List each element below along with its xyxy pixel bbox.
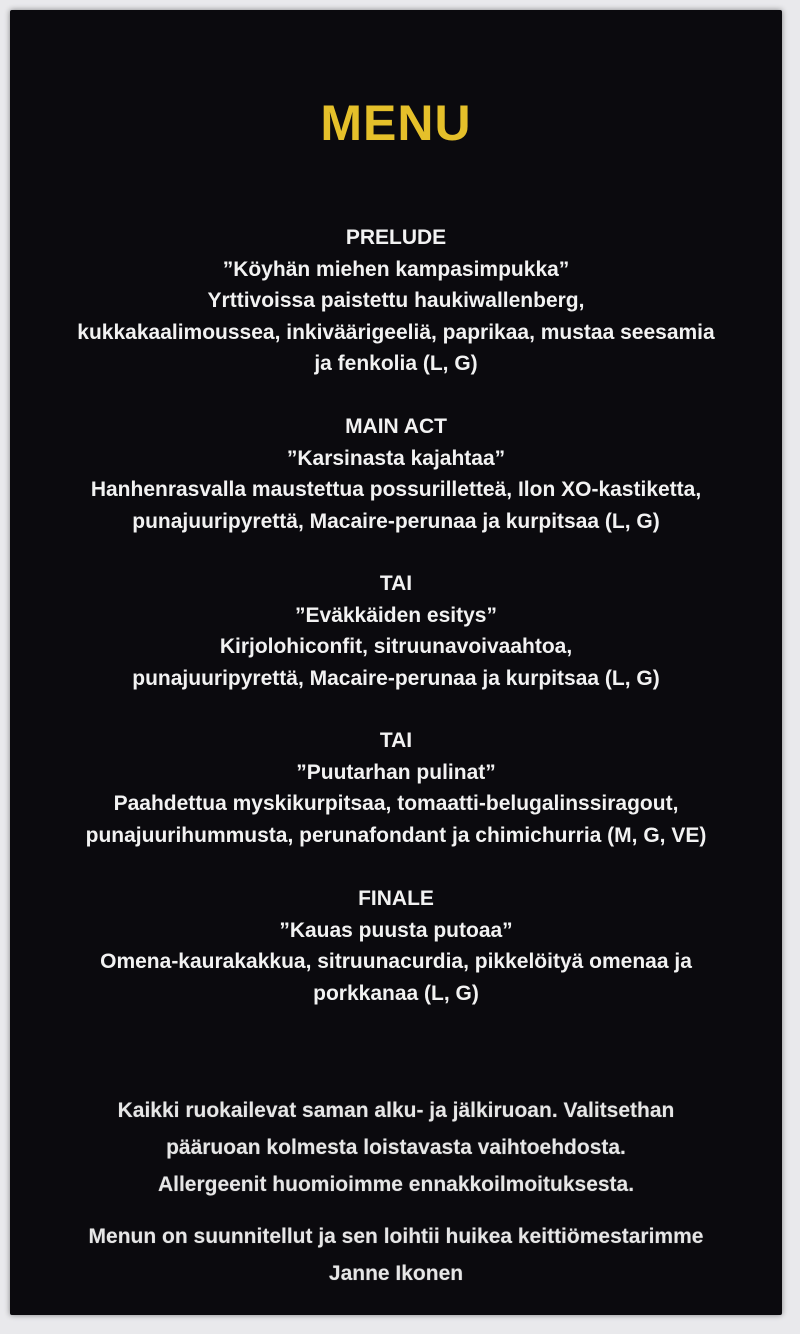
note-line: pääruoan kolmesta loistavasta vaihtoehdosta. [166, 1136, 626, 1159]
course-heading: FINALE [358, 887, 434, 910]
dish-description-line: Omena-kaurakakkua, sitruunacurdia, pikkelöityä omenaa ja [100, 950, 692, 973]
chef-name: Janne Ikonen [328, 1262, 464, 1285]
menu-sheet [10, 10, 782, 1315]
credit-line: Menun on suunnitellut ja sen loihtii huikea keittiömestarimme [88, 1225, 704, 1248]
dish-name: ”Köyhän miehen kampasimpukka” [222, 257, 570, 281]
course-heading: TAI [379, 729, 413, 752]
dish-description-line: punajuuripyrettä, Macaire-perunaa ja kurpitsaa (L, G) [132, 666, 660, 690]
dish-name: ”Puutarhan pulinat” [296, 760, 496, 784]
course-finale [10, 883, 782, 1009]
dish-name: ”Eväkkäiden esitys” [295, 603, 497, 627]
monitor-screen [10, 10, 782, 1315]
menu-notes [10, 1092, 782, 1203]
dish-name: ”Kauas puusta putoaa” [279, 918, 513, 942]
note-line: Kaikki ruokailevat saman alku- ja jälkiruoan. Valitsethan [117, 1099, 675, 1122]
dish-description-line: Hanhenrasvalla maustettua possurilletteä, Ilon XO-kastiketta, [90, 478, 702, 501]
course-alternative-1 [10, 568, 782, 694]
dish-description-line: Kirjolohiconfit, sitruunavoivaahtoa, [219, 635, 573, 658]
course-heading: TAI [379, 572, 413, 595]
dish-description-line: kukkakaalimoussea, inkiväärigeeliä, paprikaa, mustaa seesamia [77, 320, 715, 344]
course-main-act [10, 411, 782, 537]
dish-description-line: punajuuripyrettä, Macaire-perunaa ja kurpitsaa (L, G) [132, 509, 660, 533]
dish-description-line: Yrttivoissa paistettu haukiwallenberg, [207, 289, 585, 312]
dish-description-line: Paahdettua myskikurpitsaa, tomaatti-belugalinssiragout, [113, 792, 679, 815]
dish-description-line: porkkanaa (L, G) [313, 981, 479, 1005]
course-heading: MAIN ACT [345, 415, 447, 438]
note-line: Allergeenit huomioimme ennakkoilmoituksesta. [157, 1173, 635, 1196]
course-heading: PRELUDE [345, 226, 447, 249]
menu-credits [10, 1218, 782, 1292]
course-prelude [10, 222, 782, 380]
dish-name: ”Karsinasta kajahtaa” [286, 446, 506, 470]
menu-title: MENU [320, 95, 472, 151]
dish-description-line: ja fenkolia (L, G) [314, 352, 478, 375]
course-alternative-2 [10, 725, 782, 851]
dish-description-line: punajuurihummusta, perunafondant ja chimichurria (M, G, VE) [85, 823, 707, 847]
